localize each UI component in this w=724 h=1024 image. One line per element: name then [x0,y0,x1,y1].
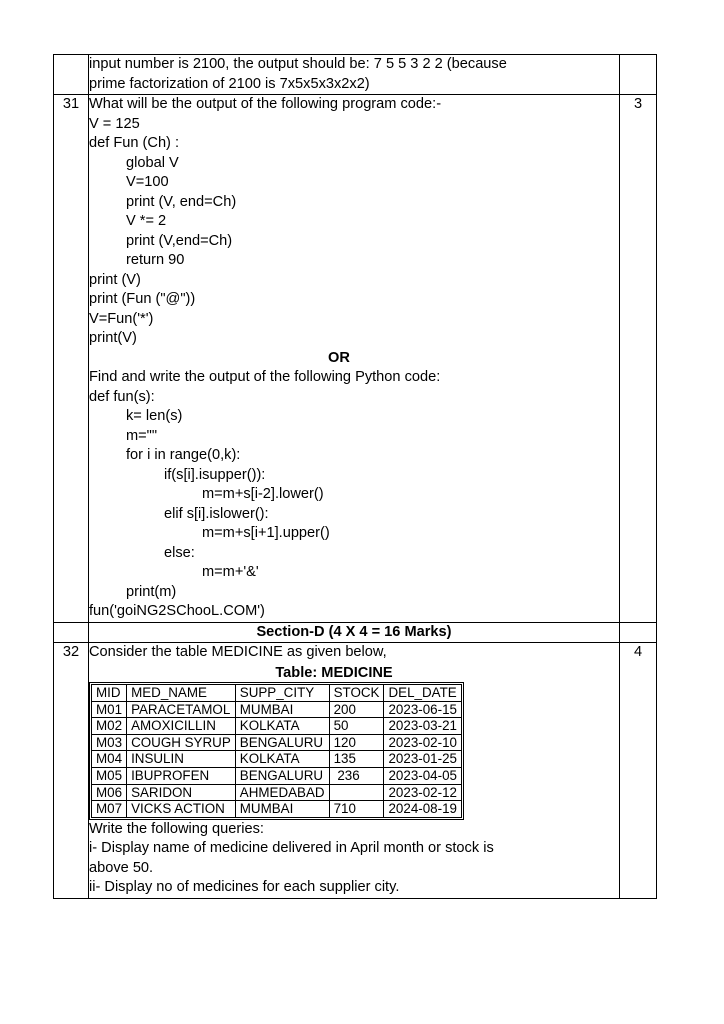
table-cell: M06 [92,784,127,801]
prev-question-line: prime factorization of 2100 is 7x5x5x3x2x2) [89,75,370,92]
column-header: STOCK [329,685,384,702]
medicine-table-header-row [92,685,462,702]
question-31-code-b [89,388,619,622]
table-cell: 2024-08-19 [384,801,462,818]
question-31-number: 31 [54,95,89,623]
table-cell: 236 [329,767,384,784]
table-cell: 2023-06-15 [384,701,462,718]
code-line: k= len(s) [126,408,183,424]
table-cell: 2023-01-25 [384,751,462,768]
or-separator: OR [328,349,350,366]
code-line: def Fun (Ch) : [89,135,180,151]
table-cell: 2023-04-05 [384,767,462,784]
code-line: for i in range(0,k): [126,447,241,463]
table-cell: BENGALURU [235,767,329,784]
question-32-body [89,643,620,899]
table-row [92,801,462,818]
table-cell: M05 [92,767,127,784]
table-cell: M01 [92,701,127,718]
code-line: elif s[i].islower(): [164,505,269,522]
prev-question-row [54,55,657,95]
code-line: else: [164,544,195,561]
table-cell: 2023-02-10 [384,734,462,751]
table-cell: 2023-02-12 [384,784,462,801]
table-cell: SARIDON [127,784,236,801]
code-line: print (V, end=Ch) [126,193,237,210]
table-cell: 120 [329,734,384,751]
code-line: def fun(s): [89,388,155,405]
code-line: print (V) [89,271,141,288]
exam-page [53,54,655,899]
query-line: ii- Display no of medicines for each supplier city. [89,879,400,896]
code-line: V = 125 [89,115,140,132]
table-cell: 710 [329,801,384,818]
code-line: global V [126,154,179,171]
code-line: m="" [126,427,158,444]
question-31-row [54,95,657,623]
query-line: above 50. [89,859,154,876]
column-header: DEL_DATE [384,685,462,702]
question-32-number: 32 [54,643,89,899]
table-cell: AHMEDABAD [235,784,329,801]
code-line: V=Fun('*') [89,310,154,327]
prev-question-body [89,55,620,95]
table-cell: M04 [92,751,127,768]
table-cell: BENGALURU [235,734,329,751]
code-line: V=100 [126,174,169,190]
question-32-marks: 4 [620,643,657,899]
section-d-row [54,622,657,643]
question-32-intro: Consider the table MEDICINE as given below, [89,644,387,660]
table-cell: VICKS ACTION [127,801,236,818]
table-cell: KOLKATA [235,718,329,735]
code-line: print (V,end=Ch) [126,232,233,249]
question-31-intro: What will be the output of the following program code:- [89,96,442,112]
question-table [53,54,657,899]
medicine-table-body [92,701,462,817]
question-32-row [54,643,657,899]
column-header: MID [92,685,127,702]
table-row [92,701,462,718]
question-31-marks: 3 [620,95,657,623]
table-cell: M03 [92,734,127,751]
code-line: print(V) [89,330,137,346]
table-row [92,767,462,784]
question-31-body [89,95,620,623]
column-header: MED_NAME [127,685,236,702]
table-cell: MUMBAI [235,801,329,818]
code-line: m=m+s[i-2].lower() [202,486,324,502]
medicine-table [91,684,462,818]
table-row [92,751,462,768]
code-line: fun('goiNG2SChooL.COM') [89,603,265,619]
query-line: i- Display name of medicine delivered in April month or stock is [89,840,494,857]
table-cell: IBUPROFEN [127,767,236,784]
table-row [92,718,462,735]
code-line: m=m+'&' [202,564,259,580]
table-cell: 50 [329,718,384,735]
table-cell: 135 [329,751,384,768]
table-row [92,734,462,751]
table-cell: 200 [329,701,384,718]
prev-question-marks [620,55,657,95]
question-31-code-a [89,115,619,349]
code-line: if(s[i].isupper()): [164,466,266,483]
table-row [92,784,462,801]
question-32-queries-label: Write the following queries: [89,820,264,837]
code-line: print(m) [126,583,177,600]
code-line: return 90 [126,252,185,268]
table-cell: INSULIN [127,751,236,768]
table-cell: AMOXICILLIN [127,718,236,735]
question-31-intro-b: Find and write the output of the following Python code: [89,369,441,385]
table-cell: M02 [92,718,127,735]
column-header: SUPP_CITY [235,685,329,702]
table-cell: 2023-03-21 [384,718,462,735]
code-line: V *= 2 [126,213,167,229]
table-cell: PARACETAMOL [127,701,236,718]
prev-question-line: input number is 2100, the output should be: 7 5 5 3 2 2 (because [89,56,507,72]
table-cell [329,784,384,801]
prev-question-number [54,55,89,95]
table-cell: MUMBAI [235,701,329,718]
code-line: m=m+s[i+1].upper() [202,525,330,541]
section-d-title: Section-D (4 X 4 = 16 Marks) [89,622,620,643]
medicine-table-title: Table: MEDICINE [275,664,393,681]
code-line: print (Fun ("@")) [89,291,196,307]
table-cell: M07 [92,801,127,818]
table-cell: KOLKATA [235,751,329,768]
table-cell: COUGH SYRUP [127,734,236,751]
